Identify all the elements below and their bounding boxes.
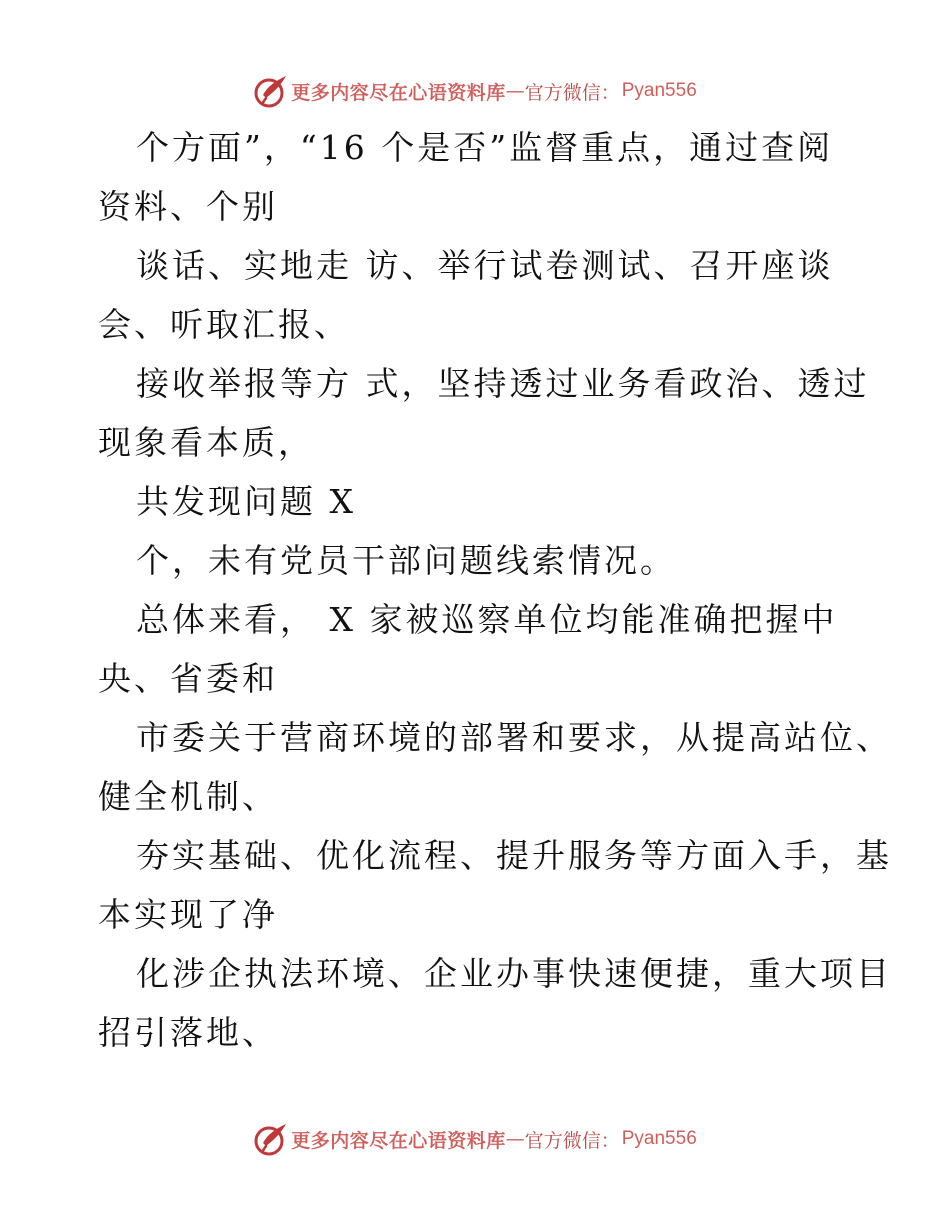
footer-watermark-banner bbox=[0, 1119, 950, 1159]
text-line: 谈话、实地走 访、举行试卷测试、召开座谈 bbox=[136, 246, 834, 285]
text-line: 本实现了净 bbox=[98, 895, 278, 934]
text-line: 总体来看， X 家被巡察单位均能准确把握中 bbox=[136, 600, 838, 639]
document-body bbox=[98, 118, 892, 1062]
banner-slogan: 更多内容尽在心语资料库 bbox=[291, 81, 506, 104]
text-line: 共发现问题 X bbox=[136, 482, 356, 521]
text-line: 市委关于营商环境的部署和要求，从提高站位、 bbox=[136, 718, 892, 757]
text-line: 会、听取汇报、 bbox=[98, 305, 350, 344]
banner-wechat-id: Pyan556 bbox=[621, 1128, 697, 1149]
text-line: 接收举报等方 式，坚持透过业务看政治、透过 bbox=[136, 364, 870, 403]
banner-wechat-id: Pyan556 bbox=[621, 80, 697, 101]
quill-logo-icon bbox=[253, 1121, 289, 1157]
text-line: 个方面”，“16 个是否”监督重点，通过查阅 bbox=[136, 128, 834, 167]
text-line: 资料、个别 bbox=[98, 187, 278, 226]
text-line: 化涉企执法环境、企业办事快速便捷，重大项目 bbox=[136, 954, 892, 993]
banner-official-label: 官方微信： bbox=[524, 81, 620, 104]
text-line: 招引落地、 bbox=[98, 1013, 278, 1052]
banner-dash: — bbox=[505, 1128, 525, 1150]
text-line: 夯实基础、优化流程、提升服务等方面入手，基 bbox=[136, 836, 892, 875]
banner-official-label: 官方微信： bbox=[524, 1129, 620, 1152]
text-line: 现象看本质， bbox=[98, 423, 314, 462]
quill-logo-icon bbox=[253, 73, 289, 109]
banner-dash: — bbox=[505, 80, 525, 102]
text-line: 央、省委和 bbox=[98, 659, 278, 698]
text-line: 个，未有党员干部问题线索情况。 bbox=[136, 541, 676, 580]
header-watermark-banner bbox=[0, 71, 950, 111]
banner-slogan: 更多内容尽在心语资料库 bbox=[291, 1129, 506, 1152]
text-line: 健全机制、 bbox=[98, 777, 278, 816]
